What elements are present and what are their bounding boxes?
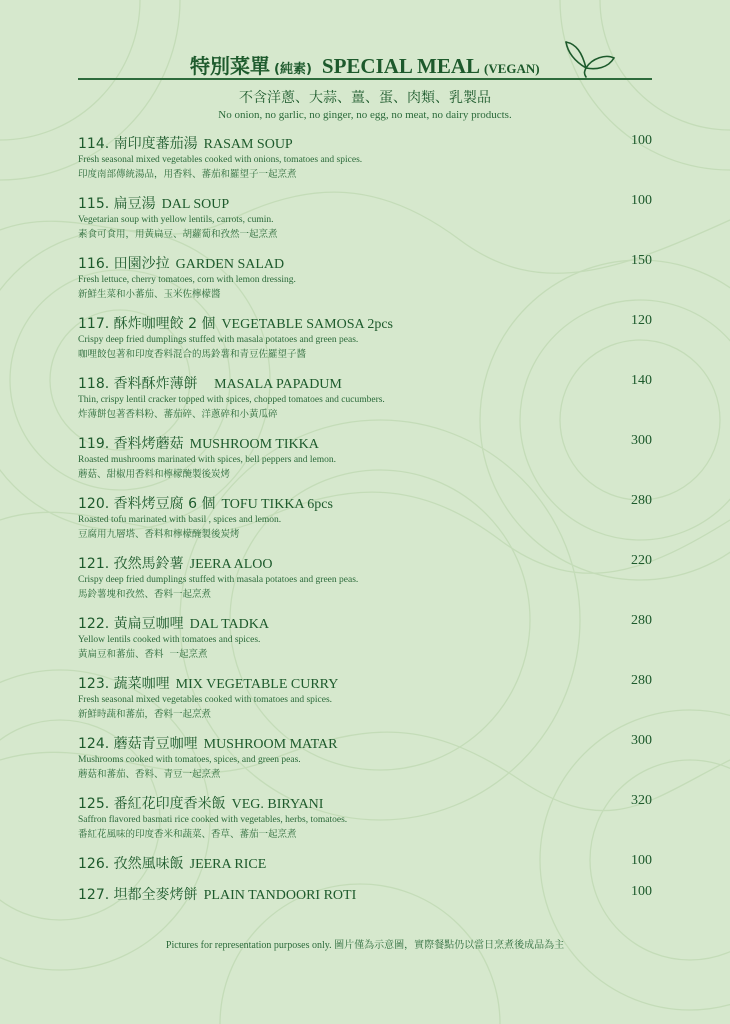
menu-item bbox=[78, 433, 652, 482]
item-price: 280 bbox=[631, 493, 652, 508]
item-description-chinese: 素食可食用，用黃扁豆、胡蘿蔔和孜然一起烹煮 bbox=[78, 229, 278, 240]
item-price: 100 bbox=[631, 133, 652, 148]
item-description-english: Roasted mushrooms marinated with spices, bell peppers and lemon. bbox=[78, 455, 337, 465]
header-divider bbox=[78, 78, 652, 80]
item-name-english: JEERA ALOO bbox=[189, 557, 273, 572]
item-name-english: MIX VEGETABLE CURRY bbox=[175, 677, 339, 692]
item-description-chinese: 蘑菇和蕃茄、香料、青豆一起烹煮 bbox=[78, 769, 221, 780]
item-description-english: Yellow lentils cooked with tomatoes and spices. bbox=[78, 635, 261, 645]
item-name-chinese: 114. 南印度蕃茄湯 bbox=[78, 136, 198, 152]
menu-item bbox=[78, 493, 652, 542]
item-name-chinese: 123. 蔬菜咖哩 bbox=[78, 676, 170, 692]
footer-english: Pictures for representation purposes only. bbox=[165, 940, 332, 951]
item-price: 220 bbox=[631, 553, 652, 568]
item-description-english: Fresh seasonal mixed vegetables cooked with tomatoes and spices. bbox=[78, 695, 333, 705]
item-description-english: Vegetarian soup with yellow lentils, carrots, cumin. bbox=[78, 215, 274, 225]
item-name-english: DAL TADKA bbox=[189, 617, 269, 632]
title-english-sub: (VEGAN) bbox=[484, 61, 540, 76]
footer-chinese: 圖片僅為示意圖，實際餐點仍以當日烹煮後成品為主 bbox=[334, 940, 565, 951]
item-description-chinese: 咖哩餃包著和印度香料混合的馬鈴薯和青豆佐羅望子醬 bbox=[78, 349, 307, 360]
item-name-chinese: 118. 香料酥炸薄餅 bbox=[78, 376, 198, 392]
item-name-english: VEGETABLE SAMOSA 2pcs bbox=[221, 317, 393, 332]
notice-chinese: 不含洋蔥、大蒜、薑、蛋、肉類、乳製品 bbox=[239, 90, 491, 106]
leaf-icon bbox=[562, 38, 618, 78]
item-description-chinese: 豆腐用九層塔、香料和檸檬醃製後炭烤 bbox=[78, 529, 240, 540]
item-name-chinese: 127. 坦都全麥烤餅 bbox=[78, 887, 198, 903]
item-name-english: MASALA PAPADUM bbox=[203, 377, 342, 392]
item-description-chinese: 番紅花風味的印度香米和蔬菜、香草、蕃茄一起烹煮 bbox=[78, 829, 297, 840]
item-description-english: Roasted tofu marinated with basil , spices and lemon. bbox=[78, 515, 282, 525]
item-description-english: Crispy deep fried dumplings stuffed with masala potatoes and green peas. bbox=[78, 575, 359, 585]
item-price: 320 bbox=[631, 793, 652, 808]
item-name-english: GARDEN SALAD bbox=[175, 257, 285, 272]
item-name-chinese: 122. 黃扁豆咖哩 bbox=[78, 616, 184, 632]
item-price: 280 bbox=[631, 613, 652, 628]
item-price: 100 bbox=[631, 853, 652, 868]
item-price: 100 bbox=[631, 884, 652, 899]
menu-item bbox=[78, 733, 652, 782]
item-price: 140 bbox=[631, 373, 652, 388]
item-name-english: TOFU TIKKA 6pcs bbox=[221, 497, 333, 512]
item-description-chinese: 蘑菇、甜椒用香料和檸檬醃製後炭烤 bbox=[78, 469, 231, 480]
menu-title bbox=[190, 50, 540, 79]
menu-header bbox=[78, 46, 652, 80]
item-description-english: Saffron flavored basmati rice cooked with vegetables, herbs, tomatoes. bbox=[78, 815, 348, 825]
item-price: 300 bbox=[631, 433, 652, 448]
menu-item bbox=[78, 193, 652, 242]
menu-item bbox=[78, 853, 652, 873]
menu-item bbox=[78, 884, 652, 904]
menu-item bbox=[78, 793, 652, 842]
item-name-chinese: 116. 田園沙拉 bbox=[78, 256, 170, 272]
item-description-english: Fresh seasonal mixed vegetables cooked with onions, tomatoes and spices. bbox=[78, 155, 363, 165]
item-name-chinese: 117. 酥炸咖哩餃 2 個 bbox=[78, 316, 216, 332]
notice bbox=[78, 88, 652, 122]
item-description-english: Mushrooms cooked with tomatoes, spices, and green peas. bbox=[78, 755, 301, 765]
footer-disclaimer bbox=[78, 936, 652, 951]
item-description-chinese: 印度南部傳統湯品，用香料、蕃茄和羅望子一起烹煮 bbox=[78, 169, 297, 180]
menu-item bbox=[78, 373, 652, 422]
notice-english: No onion, no garlic, no ginger, no egg, no meat, no dairy products. bbox=[218, 109, 512, 121]
menu-item bbox=[78, 253, 652, 302]
title-chinese: 特別菜單 bbox=[190, 54, 270, 78]
item-name-chinese: 126. 孜然風味飯 bbox=[78, 856, 184, 872]
title-english: SPECIAL MEAL bbox=[321, 54, 481, 78]
item-name-chinese: 124. 蘑菇青豆咖哩 bbox=[78, 736, 198, 752]
item-price: 280 bbox=[631, 673, 652, 688]
item-price: 150 bbox=[631, 253, 652, 268]
item-name-chinese: 125. 番紅花印度香米飯 bbox=[78, 796, 226, 812]
item-name-english: RASAM SOUP bbox=[203, 137, 293, 152]
item-name-english: JEERA RICE bbox=[189, 857, 267, 872]
title-chinese-sub: (純素) bbox=[274, 62, 312, 77]
item-name-english: VEG. BIRYANI bbox=[231, 797, 324, 812]
item-price: 120 bbox=[631, 313, 652, 328]
item-description-chinese: 馬鈴薯塊和孜然、香料一起烹煮 bbox=[78, 589, 212, 600]
menu-item bbox=[78, 673, 652, 722]
item-name-chinese: 121. 孜然馬鈴薯 bbox=[78, 556, 184, 572]
item-description-english: Fresh lettuce, cherry tomatoes, corn with lemon dressing. bbox=[78, 275, 296, 285]
menu-item bbox=[78, 313, 652, 362]
menu-item bbox=[78, 133, 652, 182]
menu-item bbox=[78, 613, 652, 662]
item-price: 100 bbox=[631, 193, 652, 208]
item-price: 300 bbox=[631, 733, 652, 748]
item-description-chinese: 黃扁豆和蕃茄、香料 一起烹煮 bbox=[78, 649, 208, 660]
item-name-chinese: 120. 香料烤豆腐 6 個 bbox=[78, 496, 216, 512]
item-name-english: DAL SOUP bbox=[161, 197, 230, 212]
item-description-english: Thin, crispy lentil cracker topped with spices, chopped tomatoes and cucumbers. bbox=[78, 395, 385, 405]
item-name-english: MUSHROOM MATAR bbox=[203, 737, 338, 752]
item-name-chinese: 119. 香料烤蘑菇 bbox=[78, 436, 184, 452]
item-name-english: PLAIN TANDOORI ROTI bbox=[203, 888, 357, 903]
item-description-english: Crispy deep fried dumplings stuffed with masala potatoes and green peas. bbox=[78, 335, 359, 345]
menu-item bbox=[78, 553, 652, 602]
item-description-chinese: 新鮮生菜和小蕃茄、玉米佐檸檬醬 bbox=[78, 289, 221, 300]
item-description-chinese: 新鮮時蔬和蕃茄，香料一起烹煮 bbox=[78, 709, 212, 720]
item-description-chinese: 炸薄餅包著香料粉、蕃茄碎、洋蔥碎和小黃瓜碎 bbox=[78, 409, 278, 420]
item-name-english: MUSHROOM TIKKA bbox=[189, 437, 319, 452]
item-name-chinese: 115. 扁豆湯 bbox=[78, 196, 156, 212]
